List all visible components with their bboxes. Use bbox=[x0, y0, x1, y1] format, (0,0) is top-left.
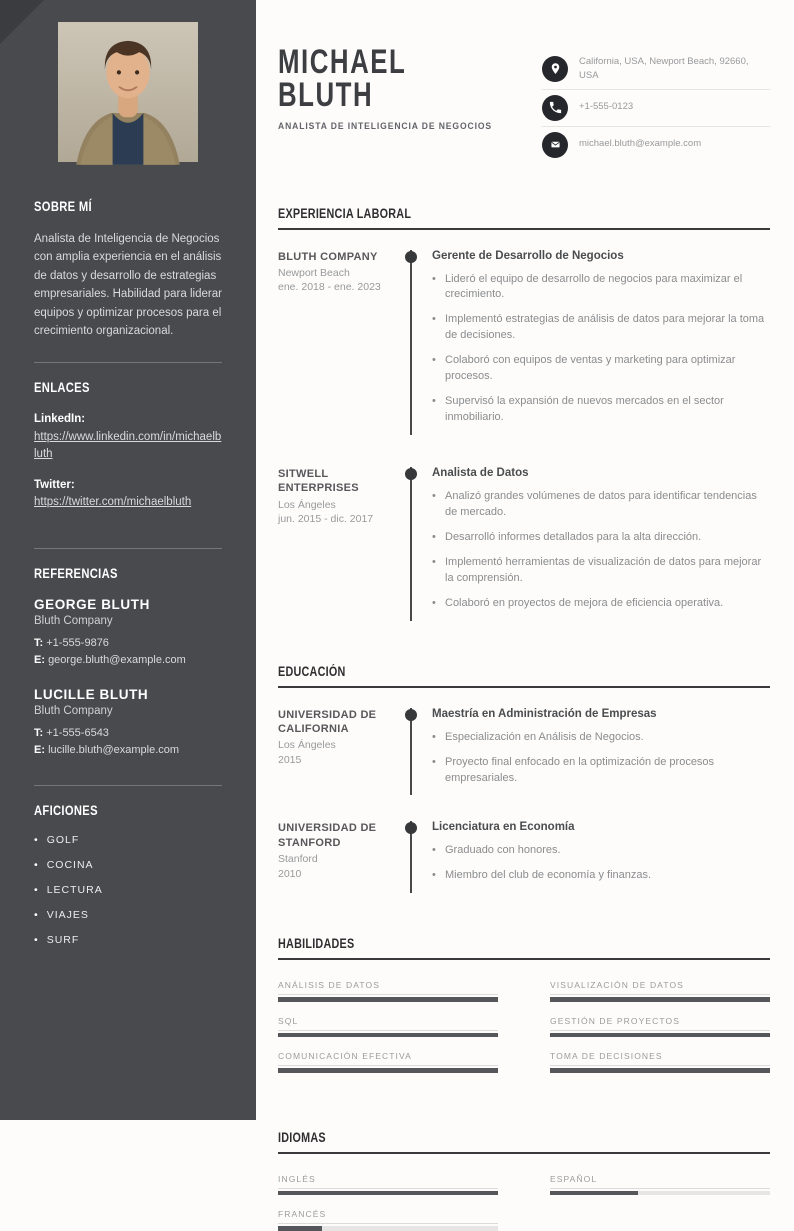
company-name: SITWELL ENTERPRISES bbox=[278, 468, 359, 495]
skill-label: ANÁLISIS DE DATOS bbox=[278, 980, 498, 995]
contact-phone-text: +1-555-0123 bbox=[579, 101, 634, 113]
skill-bar-fill bbox=[550, 1068, 770, 1073]
bullet: • Miembro del club de economía y finanzas. bbox=[432, 868, 770, 884]
about-text: Analista de Inteligencia de Negocios con amplia experiencia en el análisis de datos y desarrollo de estrategias empresariales. Habilidad para liderar equipos y optimizar procesos para el crecimiento organizacional. bbox=[34, 233, 222, 337]
contact-row-location bbox=[542, 50, 770, 90]
skill-item bbox=[278, 1051, 498, 1073]
contact-row-phone bbox=[542, 90, 770, 127]
hobby-item: • VIAJES bbox=[34, 909, 222, 921]
skill-item bbox=[278, 1016, 498, 1038]
role-title: Analista de Datos bbox=[432, 467, 529, 479]
skill-item bbox=[550, 980, 770, 1002]
link-item-twitter bbox=[34, 477, 222, 512]
skill-bar bbox=[278, 997, 498, 1002]
skills-section bbox=[278, 935, 770, 1073]
skill-bar-fill bbox=[550, 1033, 770, 1038]
portrait-illustration bbox=[58, 22, 198, 162]
school-name: UNIVERSIDAD DE STANFORD bbox=[278, 822, 377, 849]
person-name: MICHAEL BLUTH bbox=[278, 43, 407, 114]
reference-phone: T: +1-555-6543 bbox=[34, 726, 109, 739]
language-label: FRANCÉS bbox=[278, 1209, 498, 1224]
education-entry-detail bbox=[410, 708, 770, 796]
name-block bbox=[278, 43, 516, 133]
skill-label: COMUNICACIÓN EFECTIVA bbox=[278, 1051, 498, 1066]
reference-item bbox=[34, 597, 222, 669]
company-location: Newport Beach bbox=[278, 266, 350, 279]
languages-section bbox=[278, 1129, 770, 1231]
skill-item bbox=[278, 980, 498, 1002]
reference-item bbox=[34, 687, 222, 759]
experience-entry-detail bbox=[410, 467, 770, 621]
bullet: • Colaboró en proyectos de mejora de eficiencia operativa. bbox=[432, 596, 770, 612]
language-item bbox=[550, 1174, 770, 1196]
skill-item bbox=[550, 1016, 770, 1038]
skill-bar bbox=[278, 1033, 498, 1038]
bullet: • Graduado con honores. bbox=[432, 843, 770, 859]
degree-title: Maestría en Administración de Empresas bbox=[432, 707, 657, 720]
experience-entry-meta bbox=[278, 250, 410, 436]
experience-entry bbox=[278, 250, 770, 436]
linkedin-label: LinkedIn: bbox=[34, 413, 86, 426]
degree-title: Licenciatura en Economía bbox=[432, 821, 575, 834]
skill-label: GESTIÓN DE PROYECTOS bbox=[550, 1016, 770, 1031]
header bbox=[278, 43, 770, 163]
email-icon bbox=[542, 132, 568, 158]
language-bar bbox=[550, 1191, 770, 1196]
hobby-list bbox=[34, 834, 222, 946]
hobby-item: • SURF bbox=[34, 934, 222, 946]
skill-label: VISUALIZACIÓN DE DATOS bbox=[550, 980, 770, 995]
contact-block bbox=[542, 50, 770, 163]
education-entry-detail bbox=[410, 821, 770, 893]
company-name: BLUTH COMPANY bbox=[278, 250, 378, 263]
experience-entry-detail bbox=[410, 250, 770, 436]
school-location: Stanford bbox=[278, 853, 318, 866]
skill-bar bbox=[278, 1068, 498, 1073]
references-section bbox=[34, 549, 222, 786]
language-bar-fill bbox=[278, 1191, 498, 1196]
links-title: ENLACES bbox=[34, 379, 90, 396]
bullet: • Implementó estrategias de análisis de datos para mejorar la toma de decisiones. bbox=[432, 312, 770, 344]
skills-heading: HABILIDADES bbox=[278, 935, 770, 960]
education-heading: EDUCACIÓN bbox=[278, 663, 770, 688]
reference-name: LUCILLE BLUTH bbox=[34, 686, 149, 702]
graduation-year: 2015 bbox=[278, 753, 302, 766]
education-entry-meta bbox=[278, 708, 410, 796]
language-bar-fill bbox=[550, 1191, 638, 1196]
skill-bar bbox=[550, 1068, 770, 1073]
hobby-item: • COCINA bbox=[34, 859, 222, 871]
reference-email: E: lucille.bluth@example.com bbox=[34, 743, 180, 756]
profile-photo bbox=[58, 22, 198, 162]
education-section bbox=[278, 663, 770, 894]
skill-label: SQL bbox=[278, 1016, 498, 1031]
reference-email: E: george.bluth@example.com bbox=[34, 653, 186, 666]
language-bar bbox=[278, 1191, 498, 1196]
education-entry bbox=[278, 708, 770, 796]
employment-dates: jun. 2015 - dic. 2017 bbox=[278, 513, 374, 526]
about-section bbox=[34, 182, 222, 363]
main-content bbox=[256, 0, 794, 1220]
role-bullets bbox=[432, 489, 770, 612]
experience-heading: EXPERIENCIA LABORAL bbox=[278, 205, 770, 230]
language-label: INGLÉS bbox=[278, 1174, 498, 1189]
company-location: Los Ángeles bbox=[278, 498, 336, 511]
education-entry-meta bbox=[278, 821, 410, 893]
about-title: SOBRE MÍ bbox=[34, 198, 92, 214]
hobby-item: • GOLF bbox=[34, 834, 222, 846]
corner-fold-decoration bbox=[0, 0, 44, 44]
education-entry bbox=[278, 821, 770, 893]
skill-bar-fill bbox=[278, 1068, 498, 1073]
skill-bar bbox=[550, 1033, 770, 1038]
skill-bar-fill bbox=[278, 997, 498, 1002]
phone-icon bbox=[542, 95, 568, 121]
reference-name: GEORGE BLUTH bbox=[34, 596, 150, 612]
hobby-item: • LECTURA bbox=[34, 884, 222, 896]
language-bar bbox=[278, 1226, 498, 1231]
reference-phone: T: +1-555-9876 bbox=[34, 636, 109, 649]
bullet: • Analizó grandes volúmenes de datos para identificar tendencias de mercado. bbox=[432, 489, 770, 521]
hobbies-section bbox=[34, 786, 222, 981]
language-item bbox=[278, 1209, 498, 1231]
experience-entry bbox=[278, 467, 770, 621]
links-section bbox=[34, 363, 222, 548]
employment-dates: ene. 2018 - ene. 2023 bbox=[278, 281, 381, 294]
references-title: REFERENCIAS bbox=[34, 564, 118, 581]
language-item bbox=[278, 1174, 498, 1196]
role-bullets bbox=[432, 272, 770, 427]
reference-company: Bluth Company bbox=[34, 614, 113, 627]
degree-bullets bbox=[432, 730, 770, 787]
language-bar-fill bbox=[278, 1226, 322, 1231]
contact-email-text: michael.bluth@example.com bbox=[579, 138, 702, 150]
languages-heading: IDIOMAS bbox=[278, 1129, 770, 1154]
bullet: • Proyecto final enfocado en la optimización de procesos empresariales. bbox=[432, 755, 770, 787]
skill-bar-fill bbox=[550, 997, 770, 1002]
degree-bullets bbox=[432, 843, 770, 884]
school-location: Los Ángeles bbox=[278, 739, 336, 752]
role-title: Gerente de Desarrollo de Negocios bbox=[432, 249, 624, 262]
bullet: • Especialización en Análisis de Negocios. bbox=[432, 730, 770, 746]
experience-entry-meta bbox=[278, 467, 410, 621]
skills-grid bbox=[278, 980, 770, 1073]
school-name: UNIVERSIDAD DE CALIFORNIA bbox=[278, 708, 377, 735]
sidebar bbox=[0, 0, 256, 1120]
skill-bar-fill bbox=[278, 1033, 498, 1038]
language-label: ESPAÑOL bbox=[550, 1174, 770, 1189]
twitter-label: Twitter: bbox=[34, 479, 75, 492]
contact-location-text: California, USA, Newport Beach, 92660, USA bbox=[579, 56, 749, 82]
skill-label: TOMA DE DECISIONES bbox=[550, 1051, 770, 1066]
bullet: • Colaboró con equipos de ventas y marketing para optimizar procesos. bbox=[432, 353, 770, 385]
contact-row-email bbox=[542, 127, 770, 163]
bullet: • Lideró el equipo de desarrollo de negocios para maximizar el crecimiento. bbox=[432, 272, 770, 304]
linkedin-link[interactable]: https://www.linkedin.com/in/michaelbluth bbox=[34, 430, 222, 460]
reference-company: Bluth Company bbox=[34, 704, 113, 717]
languages-grid bbox=[278, 1174, 770, 1231]
experience-section bbox=[278, 205, 770, 621]
twitter-link[interactable]: https://twitter.com/michaelbluth bbox=[34, 496, 192, 509]
bullet: • Desarrolló informes detallados para la alta dirección. bbox=[432, 530, 770, 546]
graduation-year: 2010 bbox=[278, 867, 302, 880]
person-job-title: ANALISTA DE INTELIGENCIA DE NEGOCIOS bbox=[278, 121, 493, 133]
bullet: • Supervisó la expansión de nuevos mercados en el sector inmobiliario. bbox=[432, 394, 770, 426]
link-item-linkedin bbox=[34, 411, 222, 463]
skill-item bbox=[550, 1051, 770, 1073]
skill-bar bbox=[550, 997, 770, 1002]
bullet: • Implementó herramientas de visualización de datos para mejorar la comprensión. bbox=[432, 555, 770, 587]
location-icon bbox=[542, 56, 568, 82]
hobbies-title: AFICIONES bbox=[34, 801, 98, 818]
